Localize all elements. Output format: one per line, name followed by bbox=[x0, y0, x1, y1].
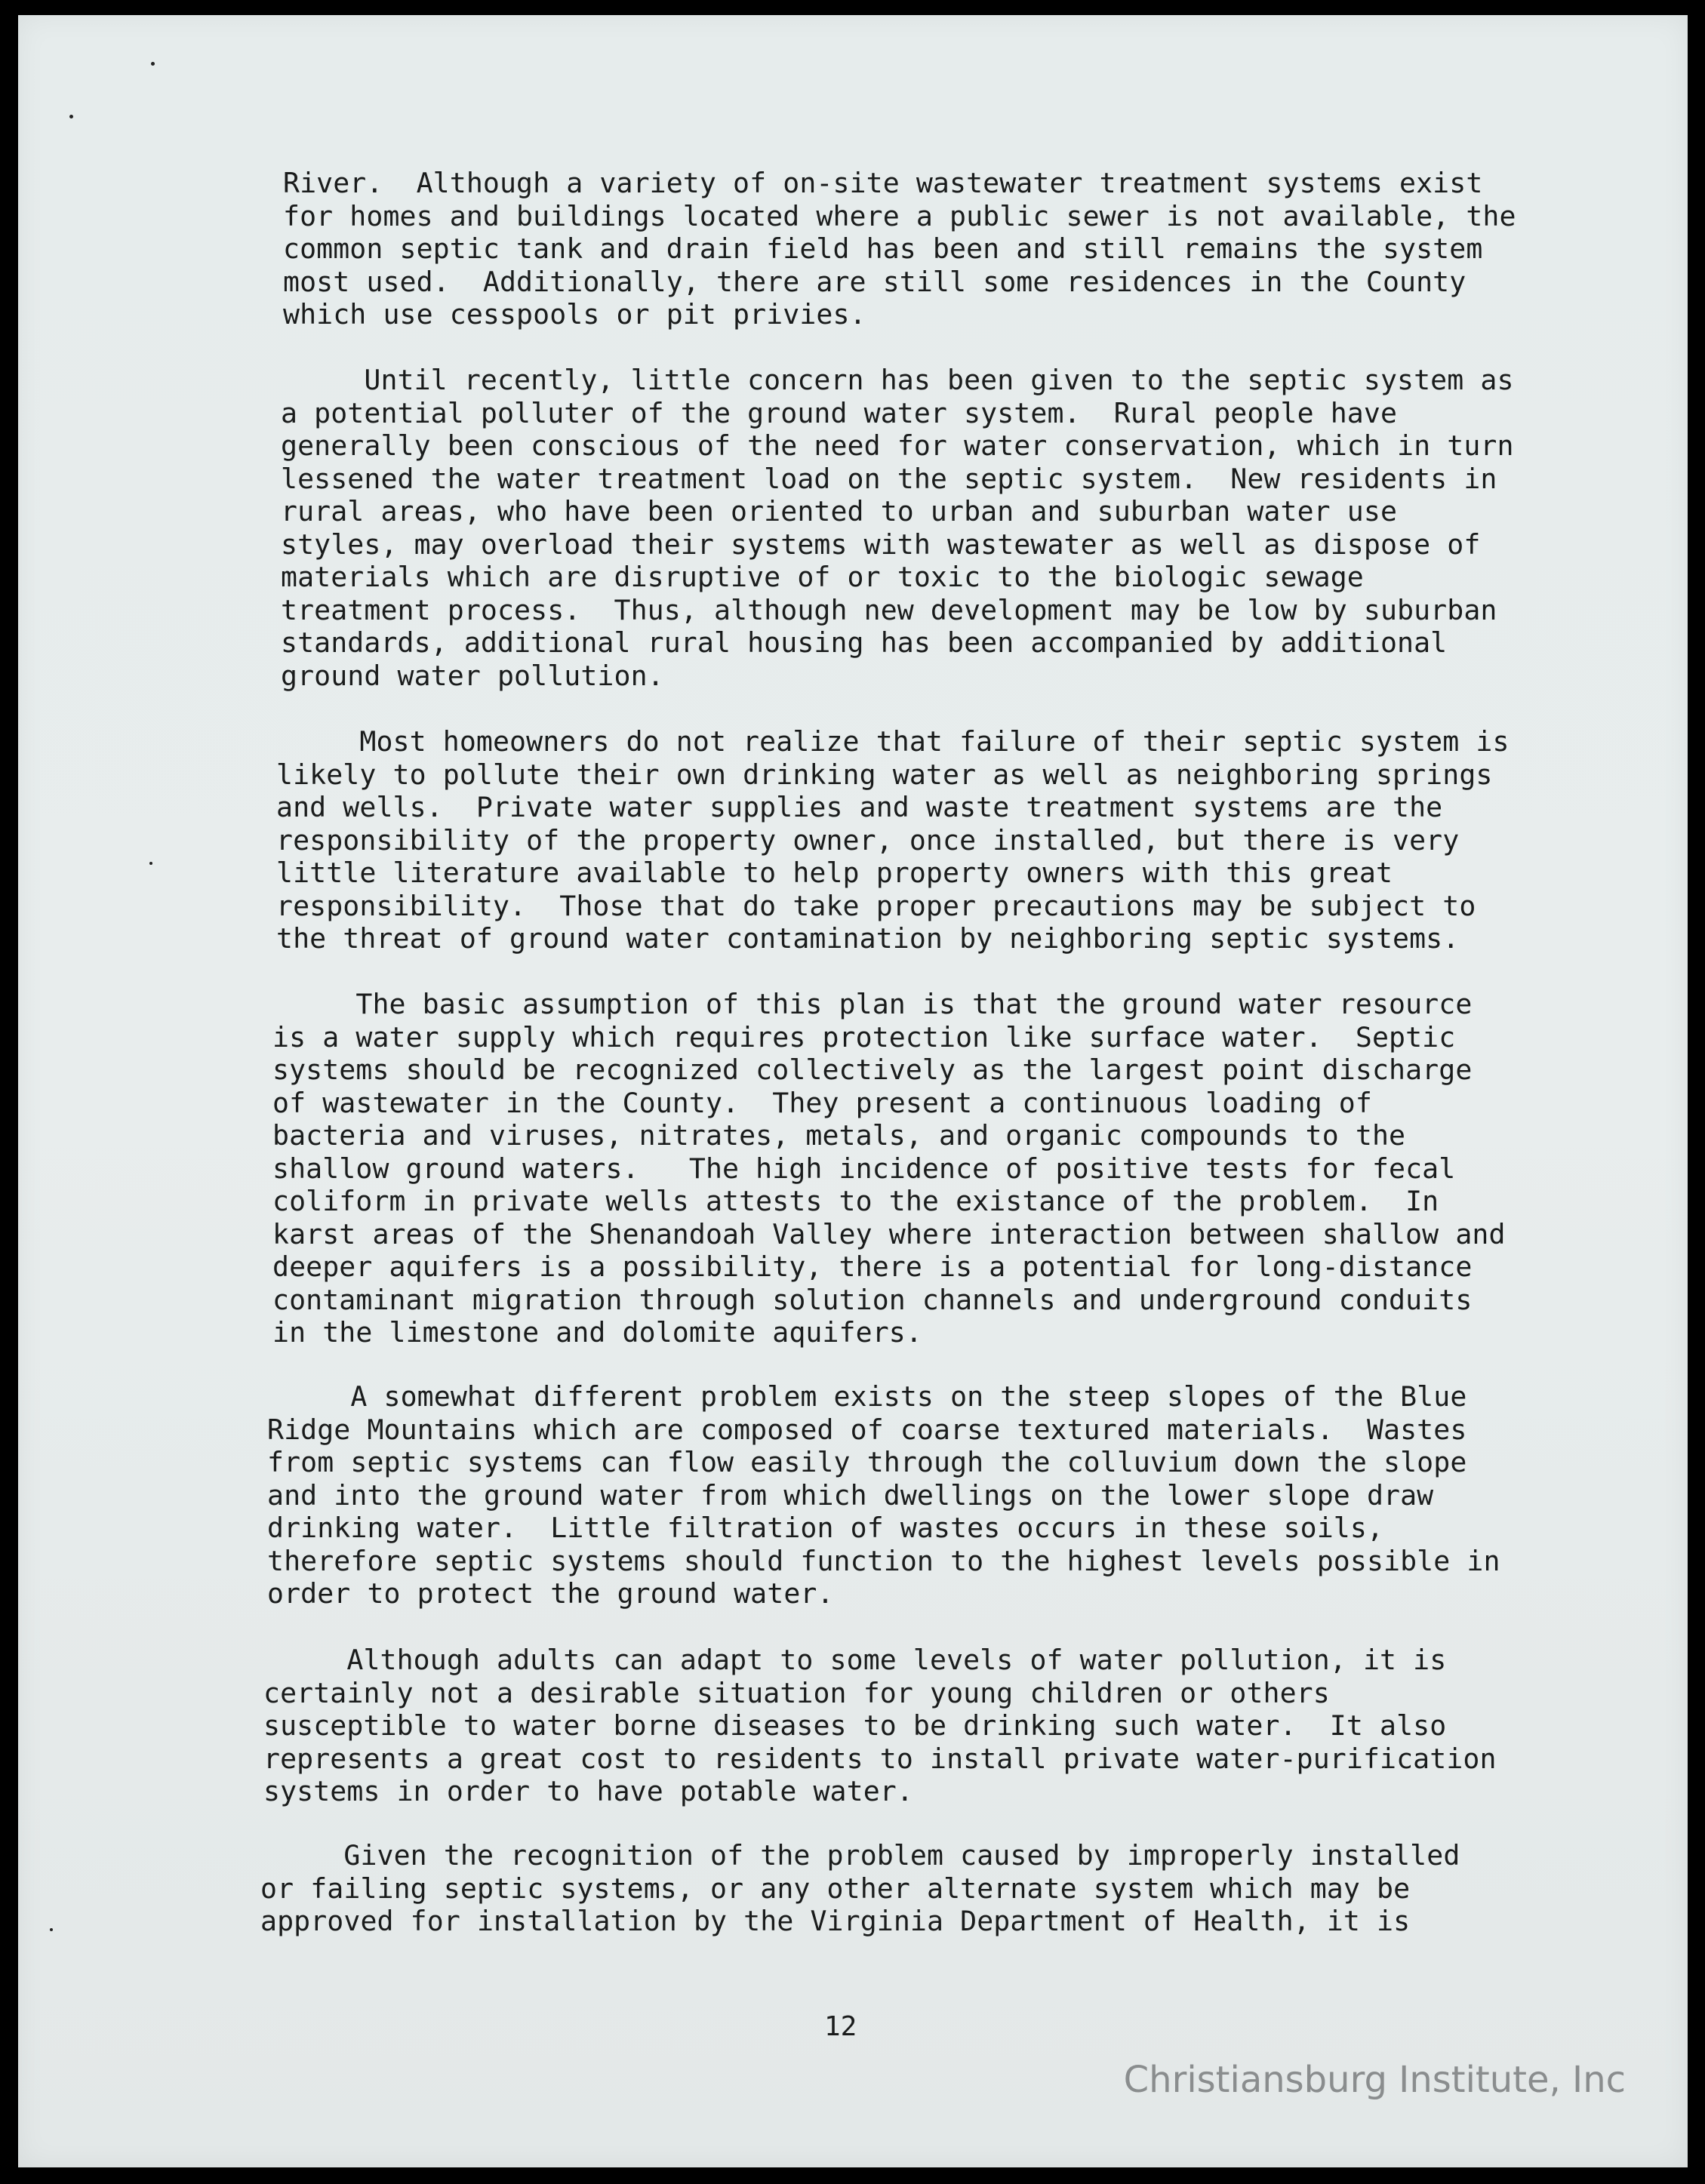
text-line: systems should be recognized collectively as the largest point discharge bbox=[272, 1054, 1473, 1086]
text-line: standards, additional rural housing has been accompanied by additional bbox=[281, 626, 1448, 659]
scan-speck bbox=[151, 62, 155, 66]
paragraph bbox=[283, 167, 1516, 331]
text-line: the threat of ground water contamination by neighboring septic systems. bbox=[276, 922, 1460, 955]
text-line: shallow ground waters. The high incidence of positive tests for fecal bbox=[272, 1152, 1456, 1185]
text-line: The basic assumption of this plan is that the ground water resource bbox=[272, 988, 1473, 1020]
text-line: Given the recognition of the problem caused by improperly installed bbox=[260, 1839, 1460, 1872]
text-line: A somewhat different problem exists on the steep slopes of the Blue bbox=[267, 1380, 1467, 1413]
text-line: most used. Additionally, there are still some residences in the County bbox=[283, 265, 1466, 298]
text-line: lessened the water treatment load on the septic system. New residents in bbox=[281, 462, 1497, 495]
text-line: Most homeowners do not realize that failure of their septic system is bbox=[276, 725, 1510, 758]
text-line: certainly not a desirable situation for young children or others bbox=[263, 1676, 1330, 1709]
paragraph bbox=[267, 1380, 1500, 1610]
paragraph bbox=[276, 725, 1510, 955]
text-line: bacteria and viruses, nitrates, metals, and organic compounds to the bbox=[272, 1119, 1406, 1152]
paragraph bbox=[263, 1644, 1497, 1808]
text-line: karst areas of the Shenandoah Valley where interaction between shallow and bbox=[272, 1217, 1506, 1250]
text-line: susceptible to water borne diseases to be drinking such water. It also bbox=[263, 1709, 1447, 1742]
paragraph bbox=[260, 1839, 1460, 1938]
text-line: River. Although a variety of on-site wastewater treatment systems exist bbox=[283, 167, 1483, 199]
text-line: responsibility. Those that do take proper precautions may be subject to bbox=[276, 889, 1476, 922]
paragraph bbox=[272, 988, 1506, 1349]
text-line: generally been conscious of the need for water conservation, which in turn bbox=[281, 429, 1514, 462]
text-line: in the limestone and dolomite aquifers. bbox=[272, 1316, 922, 1349]
text-line: contaminant migration through solution channels and underground conduits bbox=[272, 1283, 1473, 1316]
text-line: ground water pollution. bbox=[281, 659, 664, 692]
paragraph bbox=[281, 364, 1514, 692]
text-line: a potential polluter of the ground water system. Rural people have bbox=[281, 396, 1398, 429]
text-line: of wastewater in the County. They present a continuous loading of bbox=[272, 1086, 1372, 1119]
scan-speck bbox=[69, 115, 73, 118]
text-line: and wells. Private water supplies and waste treatment systems are the bbox=[276, 791, 1443, 823]
text-line: systems in order to have potable water. bbox=[263, 1775, 913, 1807]
text-line: which use cesspools or pit privies. bbox=[283, 298, 866, 331]
text-line: and into the ground water from which dwellings on the lower slope draw bbox=[267, 1478, 1434, 1512]
text-line: Until recently, little concern has been given to the septic system as bbox=[281, 364, 1514, 396]
watermark: Christiansburg Institute, Inc bbox=[1123, 2059, 1626, 2101]
text-line: little literature available to help property owners with this great bbox=[276, 857, 1393, 889]
text-line: Although adults can adapt to some levels of water pollution, it is bbox=[263, 1644, 1447, 1676]
text-line: Ridge Mountains which are composed of coarse textured materials. Wastes bbox=[267, 1413, 1467, 1446]
text-line: rural areas, who have been oriented to urban and suburban water use bbox=[281, 495, 1398, 528]
text-line: styles, may overload their systems with wastewater as well as dispose of bbox=[281, 528, 1481, 561]
text-line: order to protect the ground water. bbox=[267, 1577, 834, 1610]
text-line: treatment process. Thus, although new development may be low by suburban bbox=[281, 593, 1497, 626]
text-line: therefore septic systems should function to the highest levels possible in bbox=[267, 1544, 1500, 1577]
text-line: is a water supply which requires protection like surface water. Septic bbox=[272, 1020, 1456, 1054]
text-line: for homes and buildings located where a public sewer is not available, the bbox=[283, 199, 1516, 232]
text-line: deeper aquifers is a possibility, there is a potential for long-distance bbox=[272, 1250, 1473, 1283]
text-line: from septic systems can flow easily through the colluvium down the slope bbox=[267, 1446, 1467, 1478]
scan-speck bbox=[149, 862, 152, 865]
text-line: or failing septic systems, or any other alternate system which may be bbox=[260, 1872, 1411, 1905]
text-line: responsibility of the property owner, once installed, but there is very bbox=[276, 823, 1460, 857]
page-number: 12 bbox=[824, 2011, 857, 2042]
scan-speck bbox=[50, 1928, 53, 1931]
document-page bbox=[18, 15, 1688, 2167]
text-line: coliform in private wells attests to the existance of the problem. In bbox=[272, 1185, 1439, 1217]
text-line: represents a great cost to residents to install private water-purification bbox=[263, 1742, 1497, 1775]
text-line: materials which are disruptive of or toxic to the biologic sewage bbox=[281, 561, 1364, 593]
text-line: approved for installation by the Virginia Department of Health, it is bbox=[260, 1905, 1411, 1937]
text-line: drinking water. Little filtration of wastes occurs in these soils, bbox=[267, 1512, 1384, 1544]
text-line: likely to pollute their own drinking water as well as neighboring springs bbox=[276, 758, 1493, 791]
text-line: common septic tank and drain field has been and still remains the system bbox=[283, 232, 1483, 265]
